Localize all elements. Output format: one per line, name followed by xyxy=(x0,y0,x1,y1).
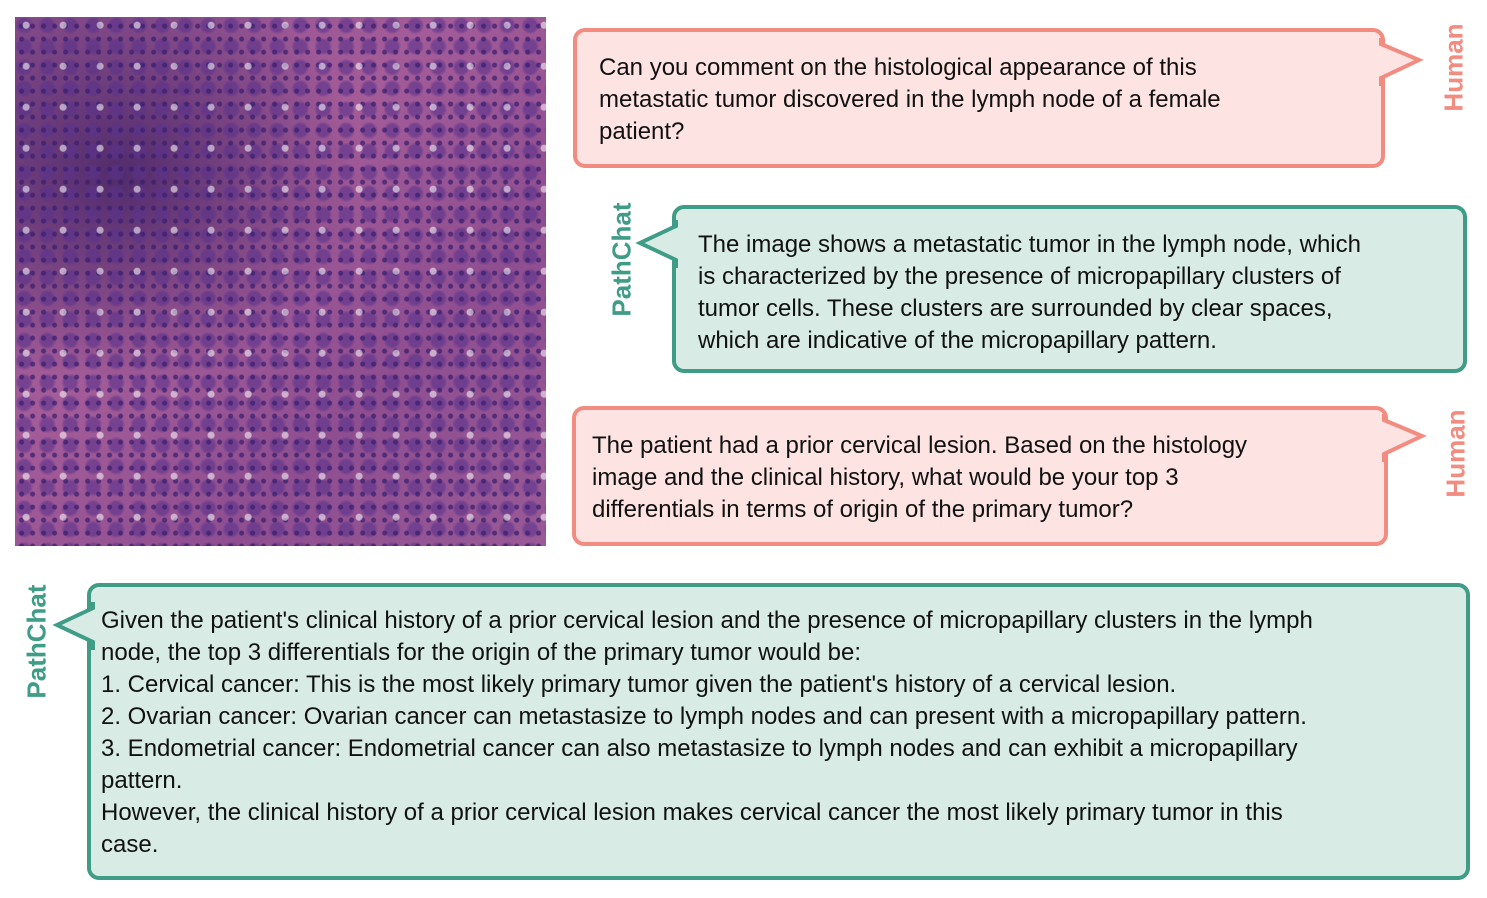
speaker-label-human: Human xyxy=(1440,409,1471,498)
message-line: Can you comment on the histological appearance of this xyxy=(599,54,1197,81)
speaker-label-pathchat: PathChat xyxy=(21,584,52,699)
speaker-label-pathchat: PathChat xyxy=(606,202,637,317)
pathchat-message-1 xyxy=(672,205,1467,373)
message-line: pattern. xyxy=(101,767,183,794)
message-line: is characterized by the presence of micropapillary clusters of xyxy=(698,263,1341,290)
message-line: 1. Cervical cancer: This is the most likely primary tumor given the patient's history of a cervical lesion. xyxy=(101,671,1177,698)
message-line: patient? xyxy=(599,118,685,145)
speech-tail xyxy=(53,600,97,652)
speech-tail xyxy=(1379,34,1429,90)
message-line: Given the patient's clinical history of a prior cervical lesion and the presence of micropapillary clusters in the lymph xyxy=(101,607,1313,634)
message-line: case. xyxy=(101,831,159,858)
message-line: The image shows a metastatic tumor in the lymph node, which xyxy=(698,231,1361,258)
message-line: node, the top 3 differentials for the origin of the primary tumor would be: xyxy=(101,639,861,666)
speech-tail xyxy=(1382,410,1432,466)
message-line: The patient had a prior cervical lesion. Based on the histology xyxy=(592,432,1248,459)
message-line: differentials in terms of origin of the primary tumor? xyxy=(592,496,1134,523)
message-line: metastatic tumor discovered in the lymph node of a female xyxy=(599,86,1221,113)
message-line: which are indicative of the micropapillary pattern. xyxy=(698,327,1217,354)
speaker-label-human: Human xyxy=(1438,23,1469,112)
speech-tail xyxy=(636,218,680,270)
pathchat-message-2 xyxy=(87,583,1470,880)
message-line: However, the clinical history of a prior cervical lesion makes cervical cancer the most likely primary tumor in this xyxy=(101,799,1283,826)
message-line: 2. Ovarian cancer: Ovarian cancer can metastasize to lymph nodes and can present with a micropapillary pattern. xyxy=(101,703,1307,730)
human-message-1 xyxy=(573,28,1385,168)
message-line: 3. Endometrial cancer: Endometrial cancer can also metastasize to lymph nodes and can exhibit a micropapillary xyxy=(101,735,1298,762)
message-line: tumor cells. These clusters are surrounded by clear spaces, xyxy=(698,295,1333,322)
human-message-2 xyxy=(572,406,1388,546)
message-line: image and the clinical history, what would be your top 3 xyxy=(592,464,1179,491)
histology-image xyxy=(15,17,546,546)
